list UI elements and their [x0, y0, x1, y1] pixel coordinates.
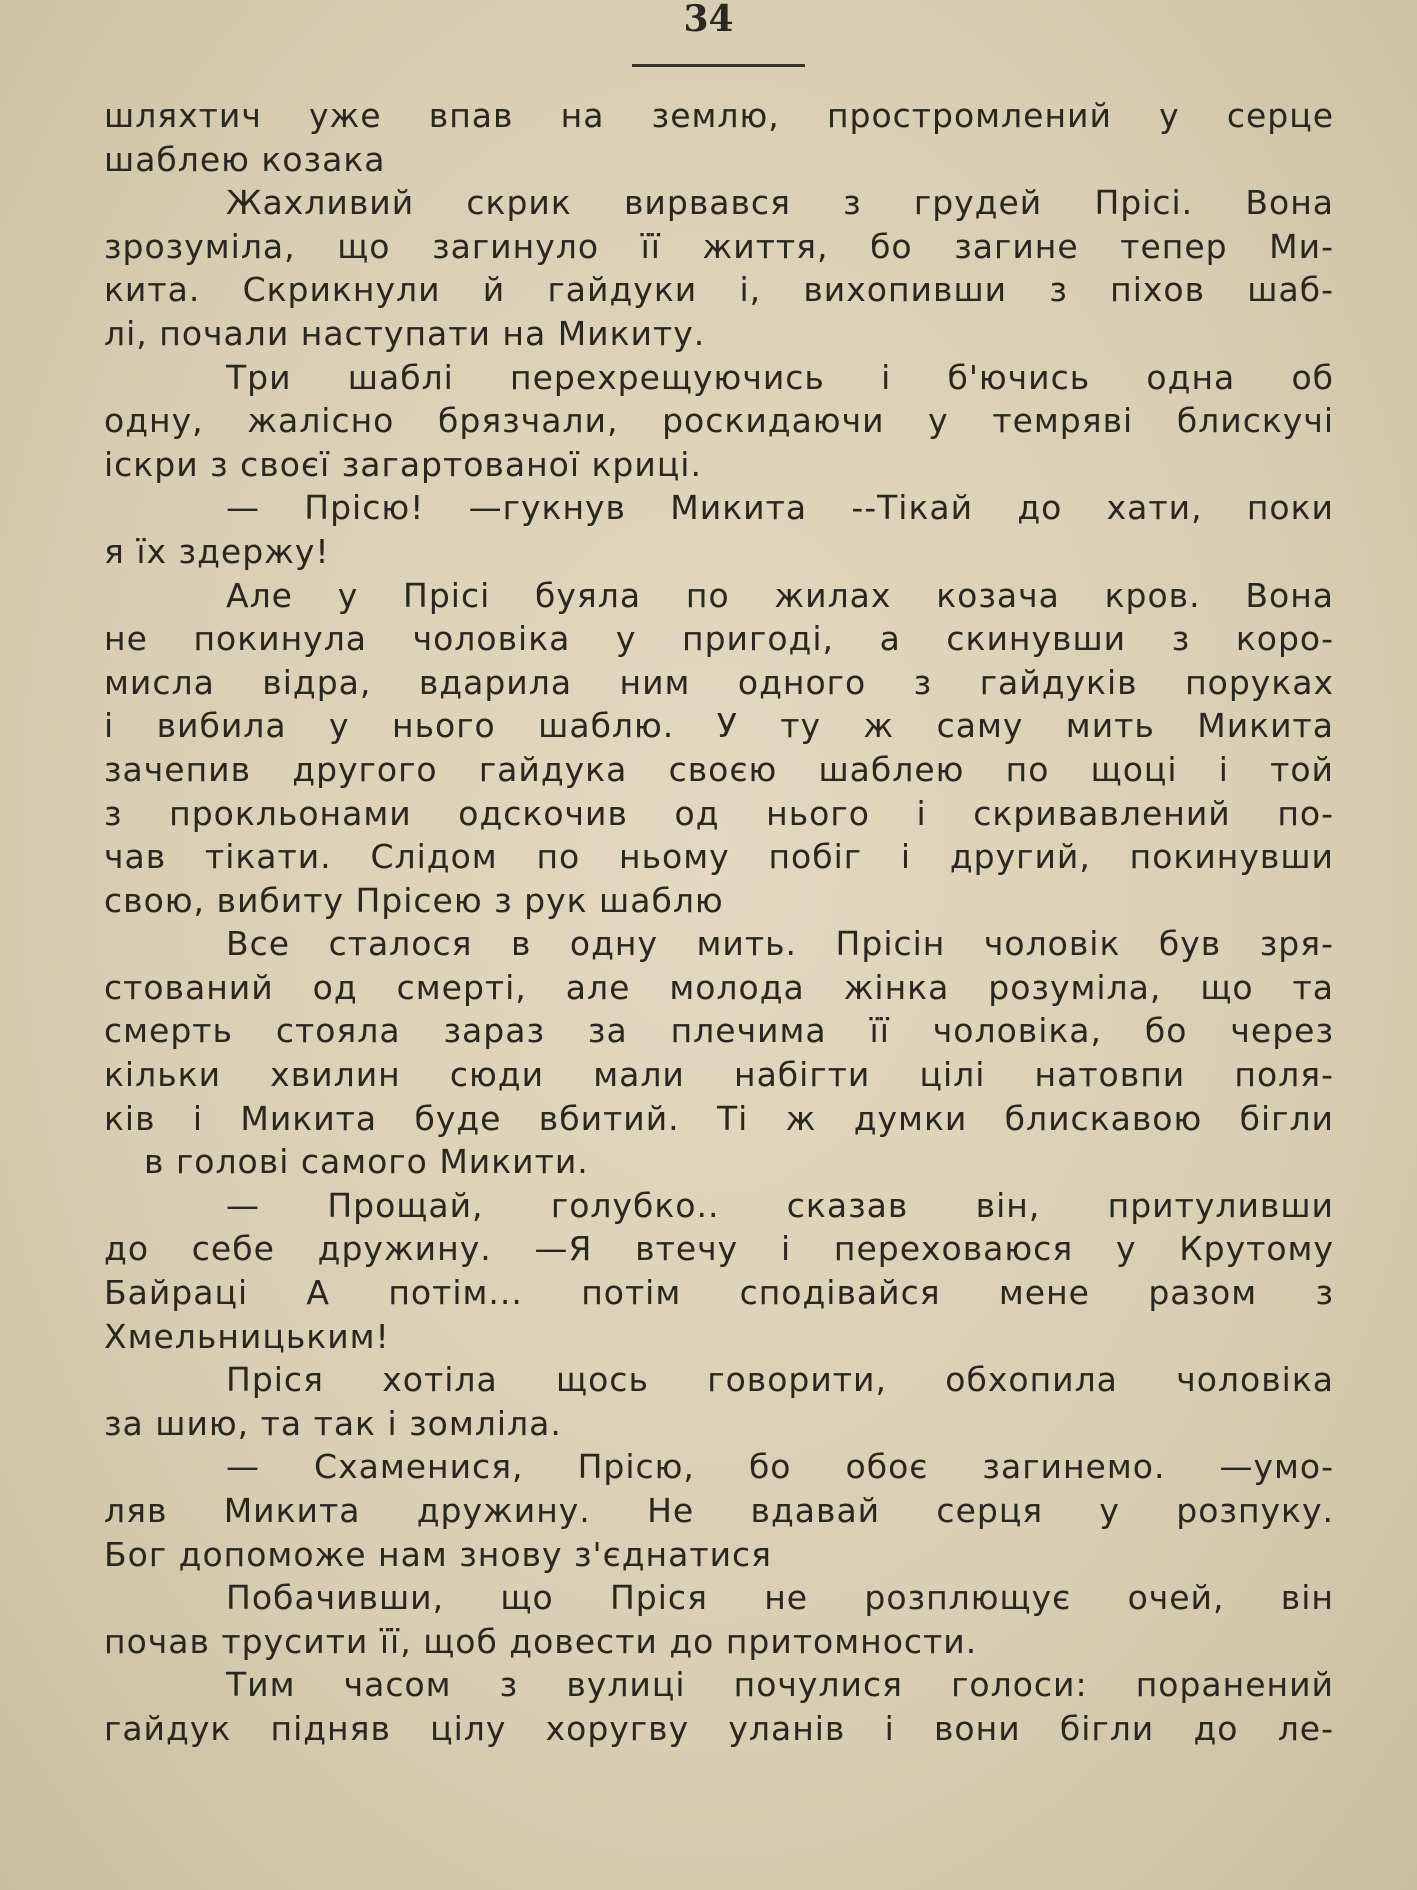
text-line: за шию, та так і зомліла. [104, 1403, 562, 1443]
text-line: Все сталося в одну мить. Прісін чоловік був зря- [226, 924, 1334, 964]
text-line: Пріся хотіла щось говорити, обхопила чоловіка [226, 1360, 1334, 1400]
text-line: Бог допоможе нам знову з'єднатися [104, 1534, 773, 1574]
text-line: Але у Прісі буяла по жилах козача кров. Вона [226, 575, 1334, 615]
text-line: Побачивши, що Пріся не розплющує очей, він [226, 1578, 1334, 1618]
page-number: 34 [683, 0, 734, 40]
text-line: шаблею козака [104, 139, 386, 179]
text-line: в голові самого Микити. [144, 1142, 589, 1182]
text-line: Жахливий скрик вирвався з грудей Прісі. Вона [226, 183, 1334, 223]
text-line: Хмельницьким! [104, 1316, 390, 1356]
text-line: Три шаблі перехрещуючись і б'ючись одна об [226, 357, 1334, 397]
text-line: одну, жалісно брязчали, роскидаючи у темряві блискучі [104, 401, 1334, 441]
text-line: до себе дружину. —Я втечу і переховаюся у Крутому [104, 1229, 1334, 1269]
text-line: мисла відра, вдарила ним одного з гайдуків поруках [104, 662, 1334, 702]
text-line: — Схаменися, Прісю, бо обоє загинемо. —умо- [226, 1447, 1334, 1487]
text-line: зрозуміла, що загинуло її життя, бо загине тепер Ми- [104, 226, 1334, 266]
text-line: кільки хвилин сюди мали набігти цілі натовпи поля- [104, 1055, 1334, 1095]
text-line: ків і Микита буде вбитий. Ті ж думки блискавою бігли [104, 1098, 1334, 1138]
text-line: не покинула чоловіка у пригоді, а скинувши з коро- [104, 619, 1334, 659]
text-line: — Прощай, голубко.. сказав він, притуливши [226, 1185, 1334, 1225]
text-line: я їх здержу! [104, 531, 330, 571]
text-line: свою, вибиту Прісею з рук шаблю [104, 880, 724, 920]
text-line: ляв Микита дружину. Не вдавай серця у розпуку. [104, 1491, 1334, 1530]
text-line: смерть стояла зараз за плечима її чоловіка, бо через [104, 1011, 1334, 1051]
header-rule [632, 64, 805, 67]
text-line: зачепив другого гайдука своєю шаблею по щоці і той [104, 749, 1334, 789]
text-line: Тим часом з вулиці почулися голоси: поранений [226, 1665, 1334, 1705]
text-line: гайдук підняв цілу хоругву уланів і вони бігли до ле- [104, 1708, 1334, 1748]
text-line: з прокльонами одскочив од нього і скривавлений по- [104, 793, 1334, 833]
text-line: — Прісю! —гукнув Микита --Тікай до хати, поки [226, 488, 1334, 528]
text-line: кита. Скрикнули й гайдуки і, вихопивши з піхов шаб- [104, 270, 1334, 310]
text-line: іскри з своєї загартованої криці. [104, 444, 702, 484]
text-line: Байраці А потім... потім сподівайся мене разом з [104, 1273, 1334, 1313]
text-line: лі, почали наступати на Микиту. [104, 313, 706, 353]
text-line: шляхтич уже впав на землю, простромлений у серце [104, 96, 1334, 135]
text-line: стований од смерті, але молода жінка розуміла, що та [104, 967, 1334, 1007]
text-line: чав тікати. Слідом по ньому побіг і другий, покинувши [104, 837, 1334, 877]
text-line: і вибила у нього шаблю. У ту ж саму мить Микита [104, 706, 1334, 746]
text-line: почав трусити її, щоб довести до притомности. [104, 1621, 978, 1661]
body-text [104, 94, 1334, 1751]
